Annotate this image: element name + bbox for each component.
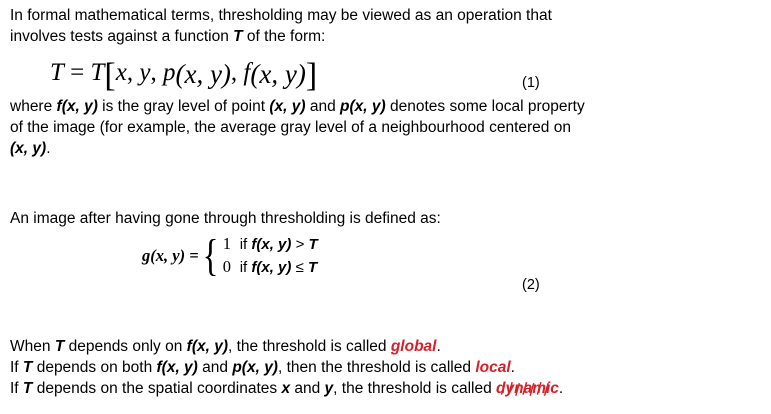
paragraph-intro-line1: In formal mathematical terms, thresholding may be viewed as an operation that — [10, 7, 552, 24]
keyword-dynamic-text: dynamic — [496, 379, 559, 397]
equation-2-case-1-condition — [240, 236, 318, 253]
equation-2-case-2-value: 0 — [222, 257, 231, 276]
paragraph-where-b: is the gray level of point — [97, 98, 270, 115]
paragraph-intro — [10, 6, 762, 48]
equation-1-comma-1: , — [126, 59, 140, 86]
keyword-global: global — [390, 338, 437, 355]
global-T: T — [54, 338, 65, 355]
dynamic-y: y — [324, 379, 334, 397]
equation-1-f-args: (x, y) — [250, 59, 306, 89]
local-c: and — [197, 358, 233, 376]
equation-2-case-1-if: if — [239, 236, 252, 253]
paragraph-image-after-text: An image after having gone through thresholding is defined as: — [10, 210, 441, 227]
equation-2-case-1-T: T — [308, 236, 318, 253]
equation-2-case-2 — [223, 257, 318, 277]
equation-1-equals: = — [70, 59, 85, 86]
equation-2-case-2-condition — [240, 259, 317, 276]
dynamic-b: depends on the spatial coordinates — [32, 379, 282, 397]
equation-1-arg-f: f — [243, 59, 251, 86]
threshold-local-line — [10, 358, 768, 379]
paragraph-where-a: where — [10, 98, 57, 115]
paragraph-intro-line2-suffix: of the form: — [242, 27, 326, 45]
equation-2 — [142, 230, 318, 280]
paragraph-where-line2: of the image (for example, the average gray level of a neighbourhood centered on — [10, 118, 571, 136]
dynamic-a: If — [10, 379, 23, 397]
equation-2-block — [10, 230, 762, 294]
equation-1 — [50, 57, 317, 95]
global-c: , the threshold is called — [228, 338, 391, 355]
local-b: depends on both — [32, 358, 157, 376]
equation-2-case-1-value: 1 — [222, 234, 231, 253]
equation-1-arg-p: p — [162, 59, 176, 86]
keyword-dynamic — [496, 379, 559, 400]
equation-2-case-1 — [223, 234, 318, 254]
equation-2-case-2-if: if — [239, 259, 252, 276]
global-f: f(x, y) — [186, 338, 228, 355]
keyword-local: local — [475, 358, 511, 376]
equation-2-case-2-op: ≤ — [291, 259, 308, 276]
local-T: T — [22, 358, 33, 376]
paragraph-image-after — [10, 209, 762, 230]
symbol-xy: (x, y) — [269, 98, 306, 115]
paragraph-where-d: denotes some local property — [385, 98, 585, 115]
paragraph-where-c: and — [305, 98, 341, 115]
equation-1-arg-y: y — [139, 59, 151, 86]
local-p: p(x, y) — [232, 358, 278, 376]
equation-1-close-bracket: ] — [305, 57, 318, 94]
equation-2-brace: { — [202, 230, 219, 280]
equation-2-case-1-f: f(x, y) — [251, 236, 292, 253]
threshold-global-line — [10, 337, 768, 358]
equation-2-lhs: g(x, y) = — [142, 245, 199, 265]
paragraph-where — [10, 97, 768, 160]
paragraph-where-line3-end: . — [46, 139, 51, 157]
symbol-f-xy: f(x, y) — [56, 98, 98, 115]
paragraph-threshold-types — [10, 337, 768, 400]
global-end: . — [436, 338, 441, 355]
local-f: f(x, y) — [156, 358, 198, 376]
equation-1-arg-x: x — [115, 59, 127, 86]
dynamic-c: and — [290, 379, 325, 397]
equation-1-comma-2: , — [150, 59, 163, 86]
equation-2-number: (2) — [522, 277, 540, 293]
equation-2-case-2-f: f(x, y) — [251, 259, 292, 276]
symbol-xy-2: (x, y) — [10, 139, 47, 157]
global-b: depends only on — [64, 338, 187, 355]
equation-2-case-2-T: T — [307, 259, 318, 276]
local-end: . — [510, 358, 515, 376]
global-a: When — [10, 338, 55, 355]
equation-1-comma-3: , — [230, 59, 244, 86]
dynamic-end: . — [558, 379, 564, 397]
local-a: If — [10, 358, 23, 376]
equation-1-lhs: T — [50, 59, 64, 86]
equation-1-number: (1) — [522, 75, 540, 91]
dynamic-T: T — [22, 379, 33, 397]
paragraph-intro-line2-prefix: involves tests against a function — [10, 27, 234, 45]
threshold-dynamic-line — [10, 379, 768, 400]
symbol-p-xy: p(x, y) — [340, 98, 386, 115]
local-d: , then the threshold is called — [277, 358, 476, 376]
equation-2-case-1-op: > — [291, 236, 309, 253]
equation-1-open-bracket: [ — [104, 57, 116, 94]
symbol-T: T — [233, 27, 243, 45]
dynamic-x: x — [281, 379, 291, 397]
equation-2-cases — [223, 234, 318, 277]
equation-1-p-args: (x, y) — [175, 59, 231, 89]
equation-1-function: T — [90, 59, 105, 86]
dynamic-d: , the threshold is called — [333, 379, 497, 397]
equation-1-block — [10, 57, 762, 97]
